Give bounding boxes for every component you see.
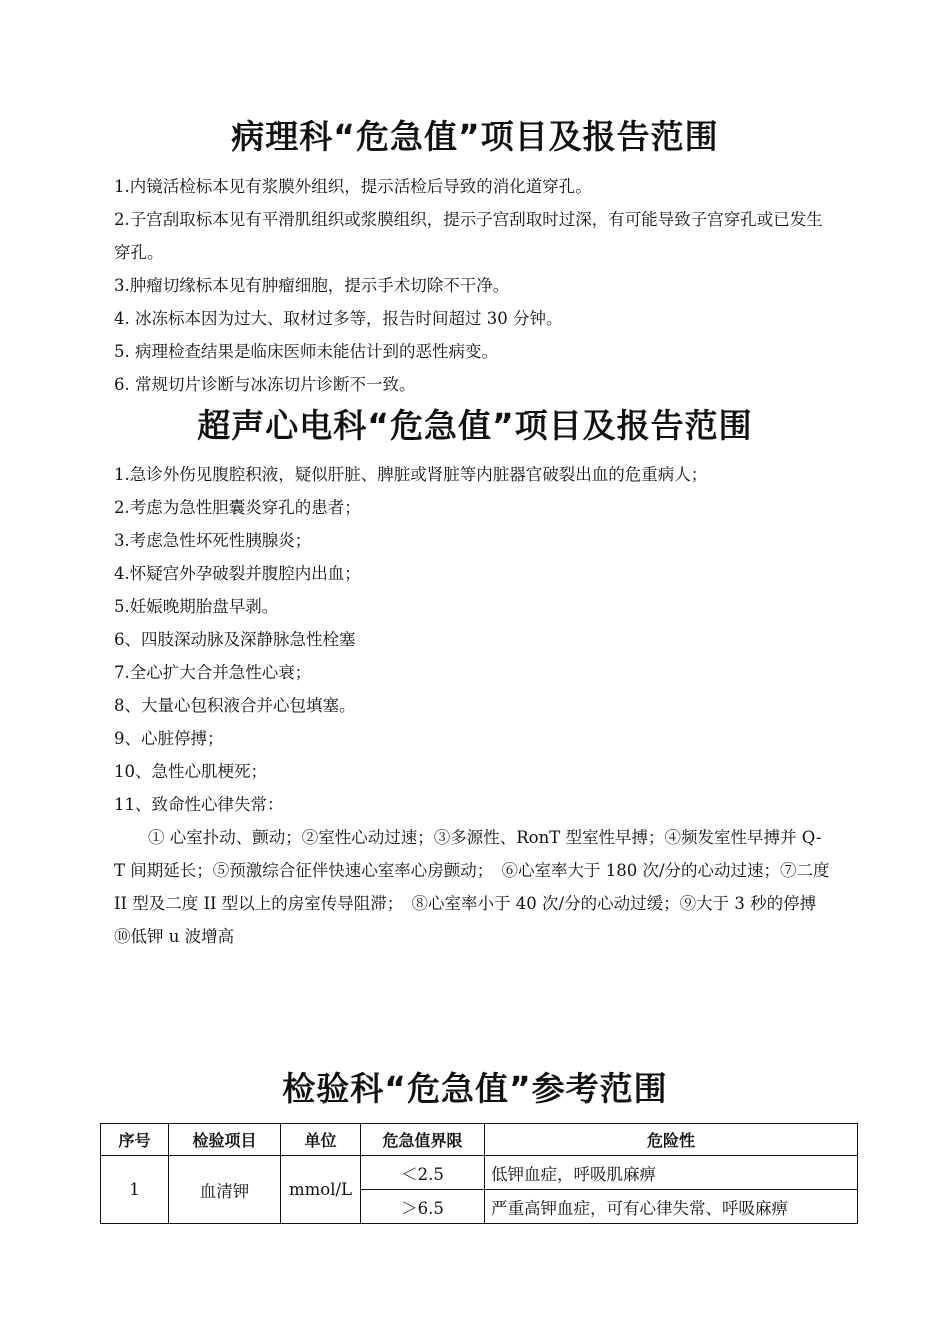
- row-high-limit: ＞6.5: [361, 1190, 485, 1224]
- list-item: 2.考虑为急性胆囊炎穿孔的患者；: [114, 498, 361, 517]
- list-item: 1.急诊外伤见腹腔积液，疑似肝脏、脾脏或肾脏等内脏器官破裂出血的危重病人；: [114, 465, 708, 484]
- ultrasound-list: [114, 458, 830, 953]
- table-header-row: [101, 1124, 858, 1156]
- row-item: 血清钾: [169, 1156, 281, 1224]
- table-row: [101, 1156, 858, 1190]
- list-item: 4. 冰冻标本因为过大、取材过多等，报告时间超过 30 分钟。: [114, 309, 563, 328]
- list-item: 6、四肢深动脉及深静脉急性栓塞: [114, 630, 356, 649]
- list-item: 5. 病理检查结果是临床医师未能估计到的恶性病变。: [114, 342, 498, 361]
- header-unit: 单位: [281, 1124, 361, 1156]
- pathology-list: [114, 170, 830, 401]
- list-item: 5.妊娠晚期胎盘早剥。: [114, 597, 279, 616]
- row-low-limit: ＜2.5: [361, 1156, 485, 1190]
- row-unit: mmol/L: [281, 1156, 361, 1224]
- row-no: 1: [101, 1156, 169, 1224]
- header-no: 序号: [101, 1124, 169, 1156]
- lab-title: 检验科“危急值”参考范围: [282, 1069, 668, 1108]
- ultrasound-title: 超声心电科“危急值”项目及报告范围: [197, 406, 753, 445]
- header-risk: 危险性: [485, 1124, 858, 1156]
- list-item: 11、致命性心律失常：: [114, 795, 284, 814]
- pathology-title: 病理科“危急值”项目及报告范围: [231, 117, 719, 156]
- list-item: 7.全心扩大合并急性心衰；: [114, 663, 312, 682]
- list-item: 6. 常规切片诊断与冰冻切片诊断不一致。: [114, 375, 416, 394]
- list-item: 10、急性心肌梗死；: [114, 762, 267, 781]
- arrhythmia-detail: ① 心室扑动、颤动；②室性心动过速；③多源性、RonT 型室性早搏；④频发室性早搏并 Q-T 间期延长；⑤预激综合征伴快速心室率心房颤动； ⑥心室率大于 180 次/分的心动过速；⑦二度 II 型及二度 II 型以上的房室传导阻滞； ⑧心室率小于 40 次/分的心动过缓；⑨大于 3 秒的停搏⑩低钾 u 波增高: [114, 828, 830, 946]
- row-low-risk: 低钾血症，呼吸肌麻痹: [485, 1156, 858, 1190]
- lab-critical-values-table: [100, 1123, 858, 1224]
- list-item: 2.子宫刮取标本见有平滑肌组织或浆膜组织，提示子宫刮取时过深，有可能导致子宫穿孔或已发生穿孔。: [114, 210, 823, 262]
- list-item: 3.考虑急性坏死性胰腺炎；: [114, 531, 312, 550]
- list-item: 9、心脏停搏；: [114, 729, 224, 748]
- row-high-risk: 严重高钾血症，可有心律失常、呼吸麻痹: [485, 1190, 858, 1224]
- list-item: 3.肿瘤切缘标本见有肿瘤细胞，提示手术切除不干净。: [114, 276, 510, 295]
- list-item: 1.内镜活检标本见有浆膜外组织，提示活检后导致的消化道穿孔。: [114, 177, 592, 196]
- header-limit: 危急值界限: [361, 1124, 485, 1156]
- list-item: 4.怀疑宫外孕破裂并腹腔内出血；: [114, 564, 361, 583]
- list-item: 8、大量心包积液合并心包填塞。: [114, 696, 356, 715]
- header-item: 检验项目: [169, 1124, 281, 1156]
